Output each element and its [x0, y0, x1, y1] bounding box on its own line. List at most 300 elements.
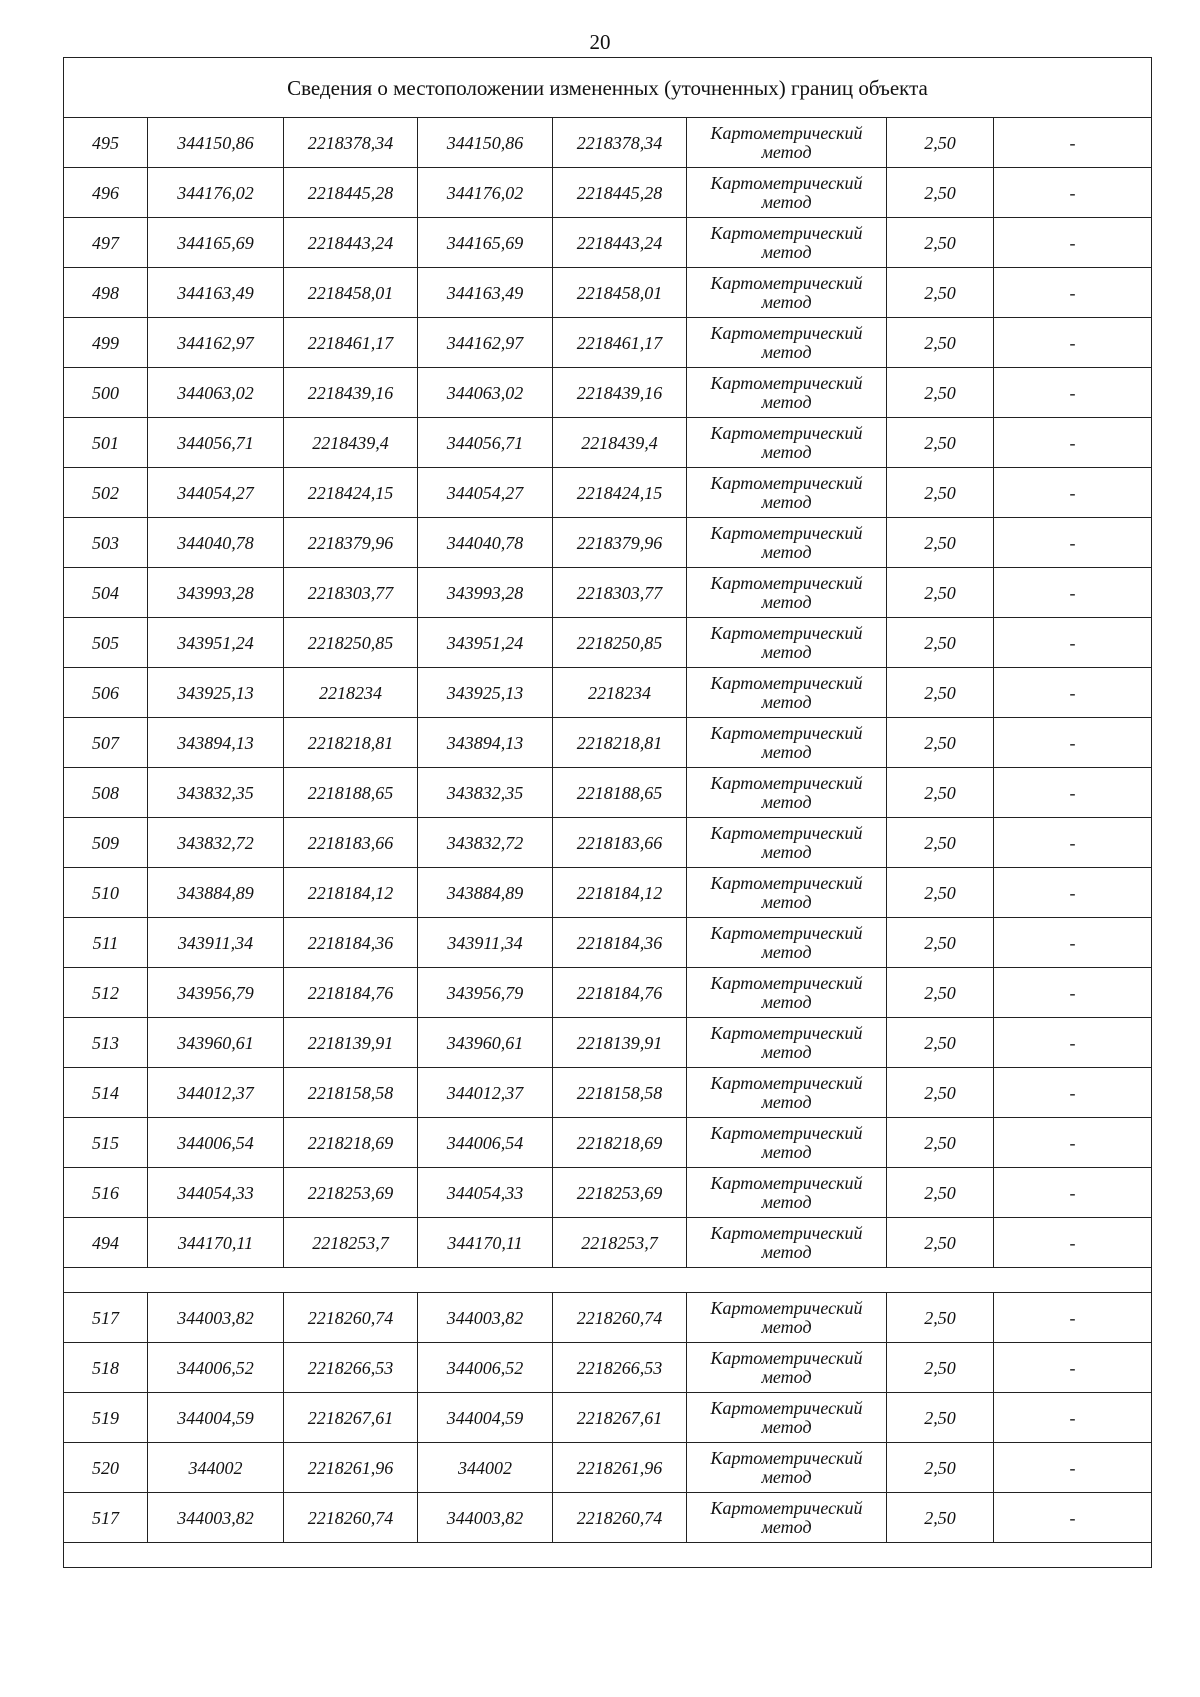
- table-row: [64, 1443, 1152, 1493]
- cell-note: -: [994, 968, 1152, 1018]
- cell-method: [687, 718, 887, 768]
- cell-method: [687, 518, 887, 568]
- cell-point-number: 500: [64, 368, 148, 418]
- table-row: [64, 1018, 1152, 1068]
- cell-point-number: 501: [64, 418, 148, 468]
- cell-method: [687, 1118, 887, 1168]
- cell-point-number: 512: [64, 968, 148, 1018]
- table-row: [64, 1168, 1152, 1218]
- group-separator-row: [64, 1268, 1152, 1293]
- cell-point-number: 506: [64, 668, 148, 718]
- method-line-1: Картометрический: [710, 1297, 863, 1318]
- cell-x-existing: 344162,97: [148, 318, 284, 368]
- cell-point-number: 504: [64, 568, 148, 618]
- cell-accuracy: 2,50: [887, 968, 994, 1018]
- cell-method: [687, 1068, 887, 1118]
- cell-accuracy: 2,50: [887, 568, 994, 618]
- method-line-1: Картометрический: [710, 1447, 863, 1468]
- cell-y-new: 2218158,58: [553, 1068, 687, 1118]
- method-line-2: метод: [761, 241, 812, 262]
- table-row: [64, 268, 1152, 318]
- cell-note: -: [994, 1068, 1152, 1118]
- table-row: [64, 1218, 1152, 1268]
- cell-y-new: 2218439,16: [553, 368, 687, 418]
- cell-x-existing: 344163,49: [148, 268, 284, 318]
- cell-point-number: 498: [64, 268, 148, 318]
- cell-x-existing: 344002: [148, 1443, 284, 1493]
- cell-method: [687, 1293, 887, 1343]
- cell-x-new: 343832,35: [418, 768, 553, 818]
- method-line-1: Картометрический: [710, 422, 863, 443]
- method-line-2: метод: [761, 1316, 812, 1337]
- cell-note: -: [994, 218, 1152, 268]
- cell-y-existing: 2218139,91: [284, 1018, 418, 1068]
- cell-point-number: 511: [64, 918, 148, 968]
- cell-x-existing: 344040,78: [148, 518, 284, 568]
- cell-point-number: 517: [64, 1493, 148, 1543]
- method-line-2: метод: [761, 341, 812, 362]
- table-row: [64, 368, 1152, 418]
- cell-point-number: 513: [64, 1018, 148, 1068]
- cell-method: [687, 218, 887, 268]
- table-row: [64, 768, 1152, 818]
- cell-x-new: 344170,11: [418, 1218, 553, 1268]
- cell-x-existing: 344006,52: [148, 1343, 284, 1393]
- cell-x-new: 343956,79: [418, 968, 553, 1018]
- cell-note: -: [994, 168, 1152, 218]
- cell-note: -: [994, 318, 1152, 368]
- method-line-2: метод: [761, 691, 812, 712]
- cell-y-new: 2218445,28: [553, 168, 687, 218]
- cell-accuracy: 2,50: [887, 1118, 994, 1168]
- cell-accuracy: 2,50: [887, 168, 994, 218]
- cell-x-new: 344054,33: [418, 1168, 553, 1218]
- table-row: [64, 568, 1152, 618]
- cell-y-new: 2218424,15: [553, 468, 687, 518]
- method-line-2: метод: [761, 441, 812, 462]
- cell-point-number: 507: [64, 718, 148, 768]
- cell-point-number: 510: [64, 868, 148, 918]
- method-line-1: Картометрический: [710, 1497, 863, 1518]
- cell-y-new: 2218184,36: [553, 918, 687, 968]
- table-row: [64, 1068, 1152, 1118]
- cell-x-existing: 343832,35: [148, 768, 284, 818]
- cell-y-new: 2218218,81: [553, 718, 687, 768]
- cell-method: [687, 1218, 887, 1268]
- method-line-2: метод: [761, 941, 812, 962]
- method-line-1: Картометрический: [710, 822, 863, 843]
- method-line-1: Картометрический: [710, 272, 863, 293]
- method-line-2: метод: [761, 391, 812, 412]
- cell-x-existing: 344004,59: [148, 1393, 284, 1443]
- method-line-1: Картометрический: [710, 1222, 863, 1243]
- cell-accuracy: 2,50: [887, 1018, 994, 1068]
- cell-accuracy: 2,50: [887, 1218, 994, 1268]
- method-line-1: Картометрический: [710, 172, 863, 193]
- cell-y-existing: 2218445,28: [284, 168, 418, 218]
- cell-x-existing: 343993,28: [148, 568, 284, 618]
- cell-note: -: [994, 518, 1152, 568]
- cell-accuracy: 2,50: [887, 118, 994, 168]
- cell-point-number: 515: [64, 1118, 148, 1168]
- cell-method: [687, 768, 887, 818]
- table-row: [64, 968, 1152, 1018]
- cell-note: -: [994, 1018, 1152, 1068]
- method-line-2: метод: [761, 1091, 812, 1112]
- cell-accuracy: 2,50: [887, 918, 994, 968]
- cell-method: [687, 368, 887, 418]
- method-line-1: Картометрический: [710, 1347, 863, 1368]
- cell-x-new: 344006,52: [418, 1343, 553, 1393]
- cell-accuracy: 2,50: [887, 768, 994, 818]
- table-row: [64, 468, 1152, 518]
- cell-note: -: [994, 1293, 1152, 1343]
- cell-y-new: 2218234: [553, 668, 687, 718]
- cell-x-existing: 343956,79: [148, 968, 284, 1018]
- method-line-2: метод: [761, 1241, 812, 1262]
- method-line-2: метод: [761, 991, 812, 1012]
- table-row: [64, 618, 1152, 668]
- cell-accuracy: 2,50: [887, 1293, 994, 1343]
- cell-x-new: 344003,82: [418, 1293, 553, 1343]
- method-line-1: Картометрический: [710, 572, 863, 593]
- table-row: [64, 1343, 1152, 1393]
- cell-y-existing: 2218183,66: [284, 818, 418, 868]
- cell-x-new: 344150,86: [418, 118, 553, 168]
- cell-x-existing: 344165,69: [148, 218, 284, 268]
- cell-x-new: 343894,13: [418, 718, 553, 768]
- cell-y-new: 2218266,53: [553, 1343, 687, 1393]
- cell-y-new: 2218260,74: [553, 1493, 687, 1543]
- method-line-1: Картометрический: [710, 222, 863, 243]
- method-line-1: Картометрический: [710, 1172, 863, 1193]
- method-line-2: метод: [761, 641, 812, 662]
- cell-note: -: [994, 1443, 1152, 1493]
- method-line-1: Картометрический: [710, 322, 863, 343]
- cell-accuracy: 2,50: [887, 868, 994, 918]
- cell-accuracy: 2,50: [887, 1393, 994, 1443]
- cell-y-new: 2218188,65: [553, 768, 687, 818]
- cell-y-new: 2218267,61: [553, 1393, 687, 1443]
- cell-accuracy: 2,50: [887, 718, 994, 768]
- cell-method: [687, 818, 887, 868]
- cell-x-new: 344165,69: [418, 218, 553, 268]
- cell-y-new: 2218261,96: [553, 1443, 687, 1493]
- cell-x-new: 343911,34: [418, 918, 553, 968]
- cell-x-new: 344040,78: [418, 518, 553, 568]
- cell-y-existing: 2218261,96: [284, 1443, 418, 1493]
- cell-y-existing: 2218260,74: [284, 1493, 418, 1543]
- cell-accuracy: 2,50: [887, 818, 994, 868]
- cell-x-new: 343832,72: [418, 818, 553, 868]
- group-separator-cell: [64, 1268, 1152, 1293]
- method-line-1: Картометрический: [710, 622, 863, 643]
- table-row: [64, 918, 1152, 968]
- cell-point-number: 508: [64, 768, 148, 818]
- cell-method: [687, 868, 887, 918]
- table-row: [64, 1493, 1152, 1543]
- cell-accuracy: 2,50: [887, 1493, 994, 1543]
- cell-y-existing: 2218218,81: [284, 718, 418, 768]
- cell-point-number: 499: [64, 318, 148, 368]
- method-line-1: Картометрический: [710, 372, 863, 393]
- table-row: [64, 418, 1152, 468]
- method-line-2: метод: [761, 541, 812, 562]
- cell-y-new: 2218184,12: [553, 868, 687, 918]
- cell-note: -: [994, 1118, 1152, 1168]
- cell-x-new: 344002: [418, 1443, 553, 1493]
- cell-y-new: 2218458,01: [553, 268, 687, 318]
- cell-y-existing: 2218184,76: [284, 968, 418, 1018]
- cell-x-existing: 344054,33: [148, 1168, 284, 1218]
- method-line-1: Картометрический: [710, 722, 863, 743]
- cell-y-new: 2218253,7: [553, 1218, 687, 1268]
- method-line-2: метод: [761, 1041, 812, 1062]
- cell-note: -: [994, 668, 1152, 718]
- cell-x-existing: 344003,82: [148, 1293, 284, 1343]
- cell-y-new: 2218439,4: [553, 418, 687, 468]
- method-line-2: метод: [761, 1416, 812, 1437]
- cell-x-existing: 344176,02: [148, 168, 284, 218]
- method-line-2: метод: [761, 1141, 812, 1162]
- cell-x-existing: 344012,37: [148, 1068, 284, 1118]
- group-separator-row: [64, 1543, 1152, 1568]
- group-separator-cell: [64, 1543, 1152, 1568]
- cell-note: -: [994, 868, 1152, 918]
- cell-note: -: [994, 818, 1152, 868]
- method-line-1: Картометрический: [710, 772, 863, 793]
- method-line-2: метод: [761, 141, 812, 162]
- cell-y-existing: 2218303,77: [284, 568, 418, 618]
- cell-x-existing: 343894,13: [148, 718, 284, 768]
- cell-y-new: 2218443,24: [553, 218, 687, 268]
- table-row: [64, 118, 1152, 168]
- cell-note: -: [994, 918, 1152, 968]
- cell-y-existing: 2218439,4: [284, 418, 418, 468]
- table-row: [64, 1393, 1152, 1443]
- cell-y-new: 2218139,91: [553, 1018, 687, 1068]
- cell-y-existing: 2218267,61: [284, 1393, 418, 1443]
- method-line-2: метод: [761, 891, 812, 912]
- cell-y-new: 2218253,69: [553, 1168, 687, 1218]
- method-line-2: метод: [761, 1516, 812, 1537]
- page-number: 20: [589, 30, 611, 54]
- cell-method: [687, 1168, 887, 1218]
- method-line-1: Картометрический: [710, 872, 863, 893]
- boundary-coordinates-table: [63, 57, 1152, 1568]
- cell-y-existing: 2218250,85: [284, 618, 418, 668]
- cell-y-new: 2218183,66: [553, 818, 687, 868]
- cell-x-new: 343951,24: [418, 618, 553, 668]
- cell-x-new: 344054,27: [418, 468, 553, 518]
- cell-note: -: [994, 418, 1152, 468]
- cell-note: -: [994, 568, 1152, 618]
- cell-accuracy: 2,50: [887, 368, 994, 418]
- cell-y-new: 2218184,76: [553, 968, 687, 1018]
- method-line-2: метод: [761, 1466, 812, 1487]
- cell-point-number: 497: [64, 218, 148, 268]
- method-line-1: Картометрический: [710, 972, 863, 993]
- cell-y-existing: 2218424,15: [284, 468, 418, 518]
- method-line-2: метод: [761, 791, 812, 812]
- cell-note: -: [994, 618, 1152, 668]
- cell-y-existing: 2218218,69: [284, 1118, 418, 1168]
- cell-method: [687, 418, 887, 468]
- cell-method: [687, 118, 887, 168]
- cell-y-existing: 2218260,74: [284, 1293, 418, 1343]
- cell-x-new: 343884,89: [418, 868, 553, 918]
- cell-x-new: 344162,97: [418, 318, 553, 368]
- cell-accuracy: 2,50: [887, 418, 994, 468]
- method-line-2: метод: [761, 291, 812, 312]
- cell-accuracy: 2,50: [887, 518, 994, 568]
- cell-accuracy: 2,50: [887, 668, 994, 718]
- table-row: [64, 818, 1152, 868]
- cell-x-existing: 344056,71: [148, 418, 284, 468]
- cell-x-existing: 344170,11: [148, 1218, 284, 1268]
- method-line-1: Картометрический: [710, 672, 863, 693]
- method-line-1: Картометрический: [710, 122, 863, 143]
- cell-method: [687, 618, 887, 668]
- cell-y-existing: 2218378,34: [284, 118, 418, 168]
- cell-y-existing: 2218443,24: [284, 218, 418, 268]
- cell-x-existing: 343911,34: [148, 918, 284, 968]
- cell-x-existing: 343960,61: [148, 1018, 284, 1068]
- method-line-2: метод: [761, 1191, 812, 1212]
- cell-y-existing: 2218234: [284, 668, 418, 718]
- cell-note: -: [994, 118, 1152, 168]
- cell-point-number: 520: [64, 1443, 148, 1493]
- method-line-1: Картометрический: [710, 1072, 863, 1093]
- cell-point-number: 516: [64, 1168, 148, 1218]
- cell-accuracy: 2,50: [887, 1068, 994, 1118]
- cell-x-existing: 344006,54: [148, 1118, 284, 1168]
- cell-point-number: 496: [64, 168, 148, 218]
- cell-y-new: 2218461,17: [553, 318, 687, 368]
- cell-point-number: 505: [64, 618, 148, 668]
- cell-y-new: 2218260,74: [553, 1293, 687, 1343]
- cell-point-number: 517: [64, 1293, 148, 1343]
- method-line-1: Картометрический: [710, 472, 863, 493]
- cell-x-existing: 344063,02: [148, 368, 284, 418]
- cell-x-existing: 344054,27: [148, 468, 284, 518]
- cell-y-existing: 2218184,36: [284, 918, 418, 968]
- cell-x-new: 343993,28: [418, 568, 553, 618]
- table-row: [64, 168, 1152, 218]
- cell-note: -: [994, 1343, 1152, 1393]
- cell-method: [687, 318, 887, 368]
- cell-point-number: 502: [64, 468, 148, 518]
- cell-method: [687, 1493, 887, 1543]
- cell-note: -: [994, 1218, 1152, 1268]
- table-row: [64, 718, 1152, 768]
- cell-note: -: [994, 268, 1152, 318]
- cell-y-new: 2218379,96: [553, 518, 687, 568]
- cell-method: [687, 1443, 887, 1493]
- cell-y-existing: 2218266,53: [284, 1343, 418, 1393]
- cell-y-new: 2218378,34: [553, 118, 687, 168]
- cell-point-number: 519: [64, 1393, 148, 1443]
- cell-point-number: 494: [64, 1218, 148, 1268]
- cell-note: -: [994, 1493, 1152, 1543]
- cell-accuracy: 2,50: [887, 468, 994, 518]
- method-line-2: метод: [761, 191, 812, 212]
- table-row: [64, 1293, 1152, 1343]
- cell-y-existing: 2218253,7: [284, 1218, 418, 1268]
- cell-x-new: 343960,61: [418, 1018, 553, 1068]
- table-row: [64, 518, 1152, 568]
- cell-x-existing: 343925,13: [148, 668, 284, 718]
- method-line-2: метод: [761, 741, 812, 762]
- cell-x-new: 344006,54: [418, 1118, 553, 1168]
- cell-accuracy: 2,50: [887, 218, 994, 268]
- cell-y-existing: 2218458,01: [284, 268, 418, 318]
- cell-y-new: 2218303,77: [553, 568, 687, 618]
- cell-note: -: [994, 768, 1152, 818]
- method-line-2: метод: [761, 841, 812, 862]
- table-row: [64, 1118, 1152, 1168]
- method-line-2: метод: [761, 1366, 812, 1387]
- cell-x-new: 344004,59: [418, 1393, 553, 1443]
- cell-x-new: 344003,82: [418, 1493, 553, 1543]
- cell-y-existing: 2218461,17: [284, 318, 418, 368]
- cell-method: [687, 1018, 887, 1068]
- method-line-1: Картометрический: [710, 922, 863, 943]
- cell-point-number: 509: [64, 818, 148, 868]
- table-title-row: [64, 58, 1152, 118]
- cell-y-existing: 2218188,65: [284, 768, 418, 818]
- cell-x-new: 344063,02: [418, 368, 553, 418]
- cell-accuracy: 2,50: [887, 268, 994, 318]
- method-line-1: Картометрический: [710, 1397, 863, 1418]
- cell-x-new: 344176,02: [418, 168, 553, 218]
- cell-accuracy: 2,50: [887, 1343, 994, 1393]
- table-row: [64, 318, 1152, 368]
- cell-x-existing: 343832,72: [148, 818, 284, 868]
- cell-note: -: [994, 1168, 1152, 1218]
- method-line-2: метод: [761, 591, 812, 612]
- cell-method: [687, 268, 887, 318]
- cell-x-new: 344012,37: [418, 1068, 553, 1118]
- cell-x-existing: 343951,24: [148, 618, 284, 668]
- cell-x-existing: 344003,82: [148, 1493, 284, 1543]
- cell-accuracy: 2,50: [887, 318, 994, 368]
- cell-method: [687, 168, 887, 218]
- cell-point-number: 503: [64, 518, 148, 568]
- cell-point-number: 495: [64, 118, 148, 168]
- cell-note: -: [994, 368, 1152, 418]
- table-row: [64, 868, 1152, 918]
- method-line-2: метод: [761, 491, 812, 512]
- table-row: [64, 668, 1152, 718]
- cell-x-new: 343925,13: [418, 668, 553, 718]
- method-line-1: Картометрический: [710, 522, 863, 543]
- cell-y-new: 2218218,69: [553, 1118, 687, 1168]
- cell-x-new: 344163,49: [418, 268, 553, 318]
- cell-accuracy: 2,50: [887, 1443, 994, 1493]
- cell-method: [687, 968, 887, 1018]
- cell-method: [687, 668, 887, 718]
- cell-accuracy: 2,50: [887, 618, 994, 668]
- cell-x-new: 344056,71: [418, 418, 553, 468]
- cell-method: [687, 1343, 887, 1393]
- cell-point-number: 514: [64, 1068, 148, 1118]
- cell-note: -: [994, 718, 1152, 768]
- cell-x-existing: 344150,86: [148, 118, 284, 168]
- cell-y-existing: 2218379,96: [284, 518, 418, 568]
- cell-y-new: 2218250,85: [553, 618, 687, 668]
- cell-y-existing: 2218253,69: [284, 1168, 418, 1218]
